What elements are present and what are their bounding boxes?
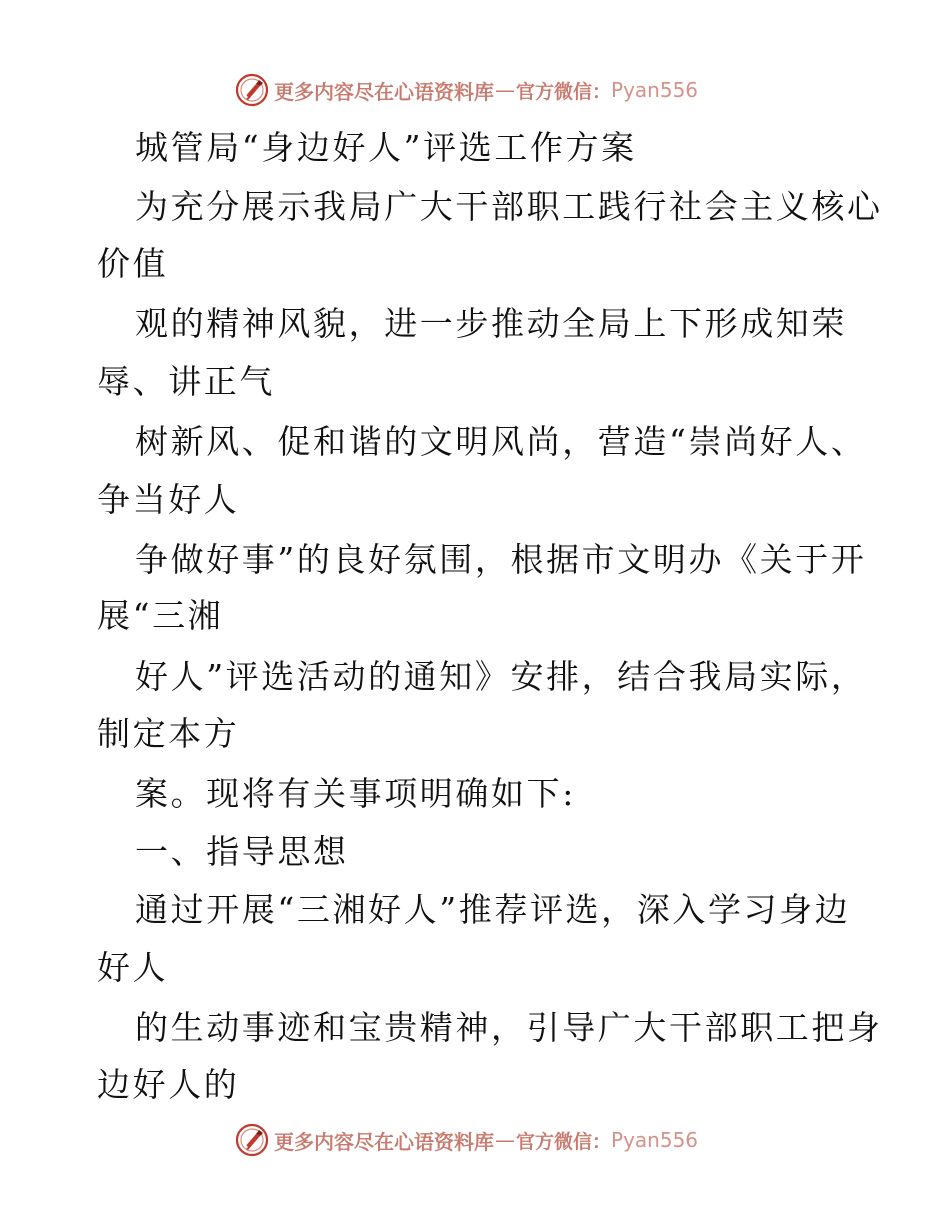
pen-logo-icon (234, 1122, 270, 1158)
paragraph-line: 通过开展“三湘好人”推荐评选，深入学习身边 (135, 890, 851, 929)
pen-logo-icon (234, 72, 270, 108)
paragraph-line: 好人”评选活动的通知》安排，结合我局实际， (135, 657, 867, 696)
paragraph-line: 树新风、促和谐的文明风尚，营造“崇尚好人、 (135, 422, 867, 461)
paragraph-line: 好人 (97, 948, 169, 987)
paragraph-line: 案。现将有关事项明确如下: (135, 774, 576, 813)
banner-site-name: 更多内容尽在心语资料库 (274, 79, 494, 104)
document-title: 城管局“身边好人”评选工作方案 (135, 128, 637, 167)
paragraph-line: 争做好事”的良好氛围，根据市文明办《关于开 (135, 540, 867, 579)
paragraph-line: 价值 (97, 244, 169, 283)
footer-watermark-banner (234, 1122, 698, 1158)
banner-dash: — (495, 78, 515, 102)
banner-wechat-label: 官方微信： (516, 1130, 612, 1153)
paragraph-line: 的生动事迹和宝贵精神，引导广大干部职工把身 (135, 1008, 883, 1047)
paragraph-line: 辱、讲正气 (97, 362, 275, 401)
paragraph-line: 观的精神风貌，进一步推动全局上下形成知荣 (135, 304, 847, 343)
banner-site-name: 更多内容尽在心语资料库 (274, 1129, 494, 1154)
banner-dash: — (495, 1128, 515, 1152)
banner-wechat-label: 官方微信： (516, 80, 612, 103)
paragraph-line: 制定本方 (97, 714, 240, 753)
paragraph-line: 展“三湘 (97, 596, 224, 635)
section-heading: 一、指导思想 (135, 832, 349, 871)
paragraph-line: 争当好人 (97, 480, 240, 519)
paragraph-line: 为充分展示我局广大干部职工践行社会主义核心 (135, 187, 883, 226)
banner-wechat-id: Pyan556 (611, 78, 699, 102)
banner-wechat-id: Pyan556 (611, 1128, 699, 1152)
paragraph-line: 边好人的 (97, 1065, 240, 1104)
header-watermark-banner (234, 72, 698, 108)
